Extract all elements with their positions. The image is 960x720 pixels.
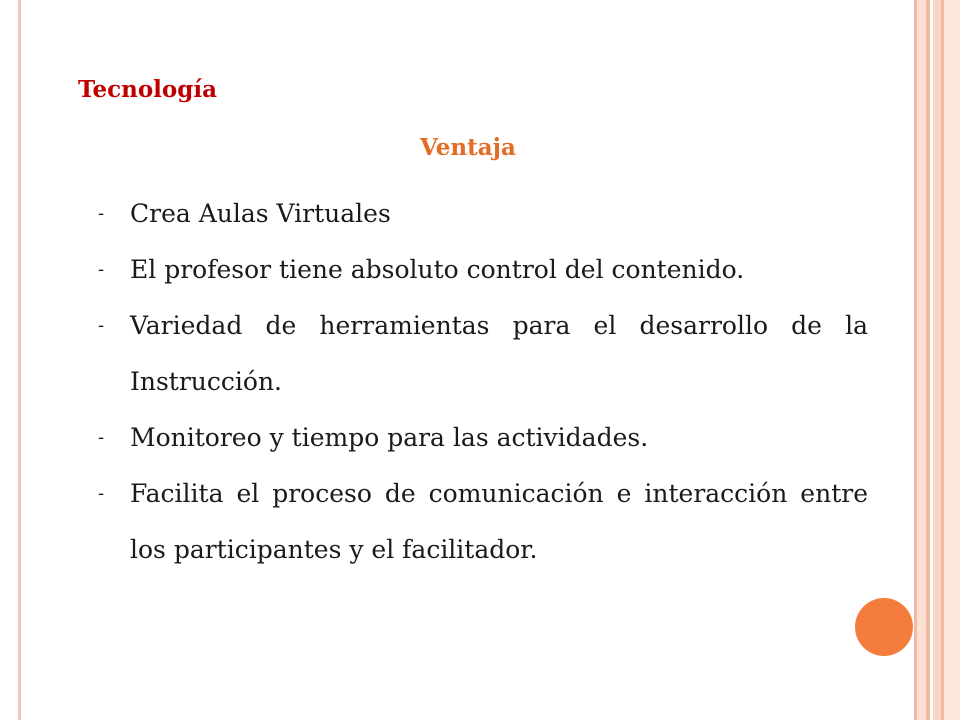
bullet-dash: - (98, 483, 105, 504)
decorative-band (933, 0, 941, 720)
bullet-dash: - (98, 203, 105, 224)
list-item-text: El profesor tiene absoluto control del contenido. (130, 255, 745, 284)
list-item (98, 410, 868, 466)
decorative-band (917, 0, 926, 720)
list-item-text: Facilita el proceso de comunicación e interacción entre los participantes y el facilitador. (130, 479, 868, 564)
bullet-dash: - (98, 259, 105, 280)
slide-subheading: Ventaja (420, 134, 516, 161)
right-decorative-bands (914, 0, 960, 720)
list-item-text: Variedad de herramientas para el desarrollo de la Instrucción. (130, 311, 868, 396)
list-item (98, 242, 868, 298)
list-item-text: Crea Aulas Virtuales (130, 199, 391, 228)
advantages-list (98, 186, 868, 578)
decorative-band (944, 0, 960, 720)
list-item (98, 466, 868, 578)
bullet-dash: - (98, 427, 105, 448)
slide-heading: Tecnología (78, 76, 217, 103)
left-border-line (18, 0, 21, 720)
list-item (98, 186, 868, 242)
list-item-text: Monitoreo y tiempo para las actividades. (130, 423, 649, 452)
orange-circle-decoration (855, 598, 913, 656)
list-item (98, 298, 868, 410)
bullet-dash: - (98, 315, 105, 336)
